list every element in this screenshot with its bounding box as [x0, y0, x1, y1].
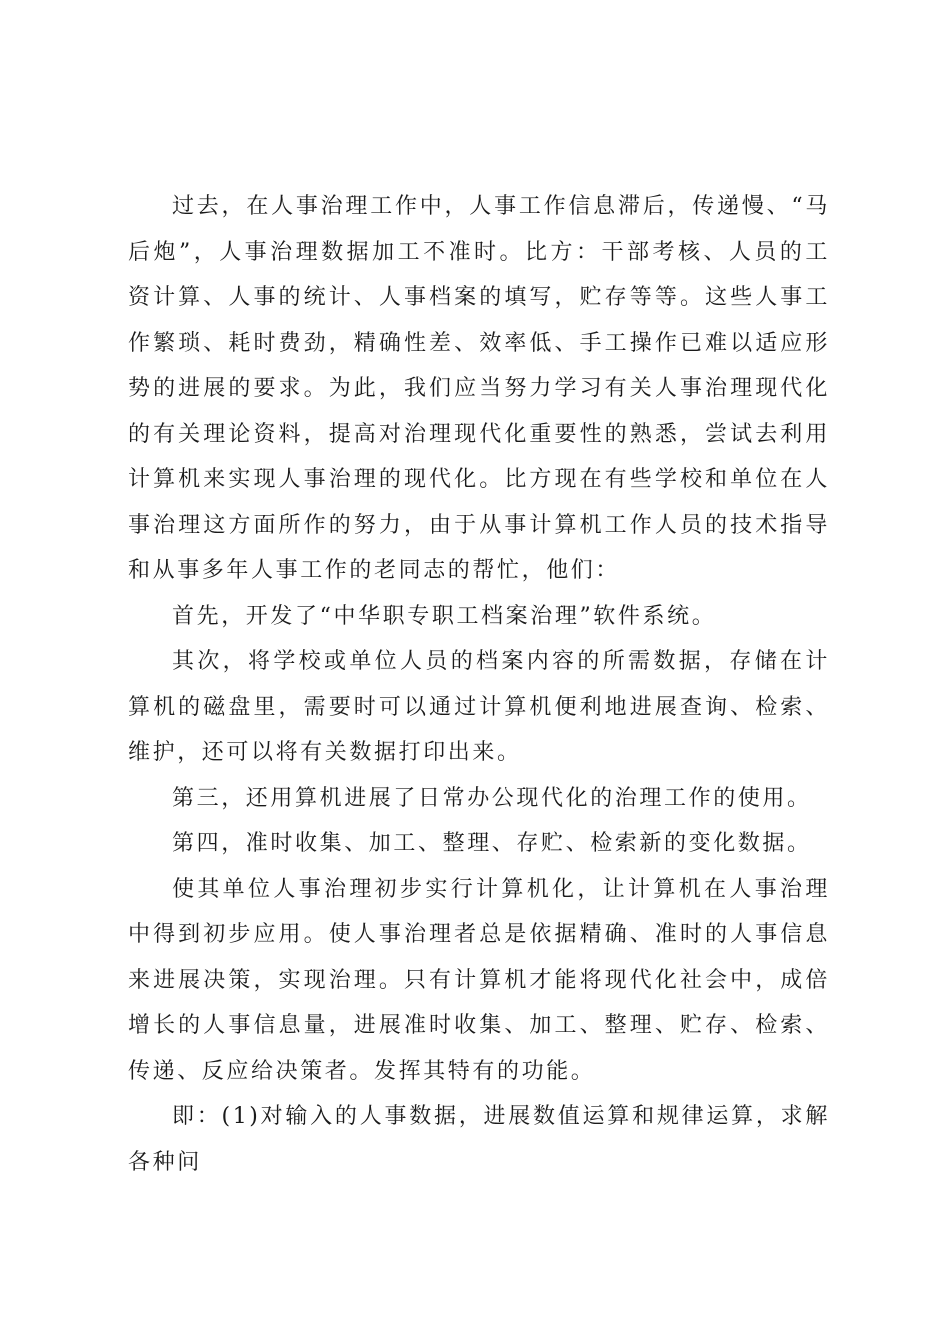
paragraph-second: 其次，将学校或单位人员的档案内容的所需数据，存储在计算机的磁盘里，需要时可以通过计算机便利地进展查询、检索、维护，还可以将有关数据打印出来。: [128, 649, 830, 765]
paragraph-functions: 即：(1)对输入的人事数据，进展数值运算和规律运算，求解各种问: [128, 1104, 830, 1175]
paragraph-summary: 使其单位人事治理初步实行计算机化，让计算机在人事治理中得到初步应用。使人事治理者总是依据精确、准时的人事信息来进展决策，实现治理。只有计算机才能将现代化社会中，成倍增长的人事信息量，进展准时收集、加工、整理、贮存、检索、传递、反应给决策者。发挥其特有的功能。: [128, 876, 830, 1084]
paragraph-first: 首先，开发了“中华职专职工档案治理”软件系统。: [172, 603, 717, 629]
paragraph-intro: 过去，在人事治理工作中，人事工作信息滞后，传递慢、“马后炮”，人事治理数据加工不准时。比方：干部考核、人员的工资计算、人事的统计、人事档案的填写，贮存等等。这些人事工作繁琐、耗时费劲，精确性差、效率低、手工操作已难以适应形势的进展的要求。为此，我们应当努力学习有关人事治理现代化的有关理论资料，提高对治理现代化重要性的熟悉，尝试去利用计算机来实现人事治理的现代化。比方现在有些学校和单位在人事治理这方面所作的努力，由于从事计算机工作人员的技术指导和从事多年人事工作的老同志的帮忙，他们：: [128, 194, 830, 583]
paragraph-fourth: 第四，准时收集、加工、整理、存贮、检索新的变化数据。: [172, 831, 812, 856]
document-body: [128, 184, 830, 1185]
paragraph-third: 第三，还用算机进展了日常办公现代化的治理工作的使用。: [172, 785, 812, 811]
